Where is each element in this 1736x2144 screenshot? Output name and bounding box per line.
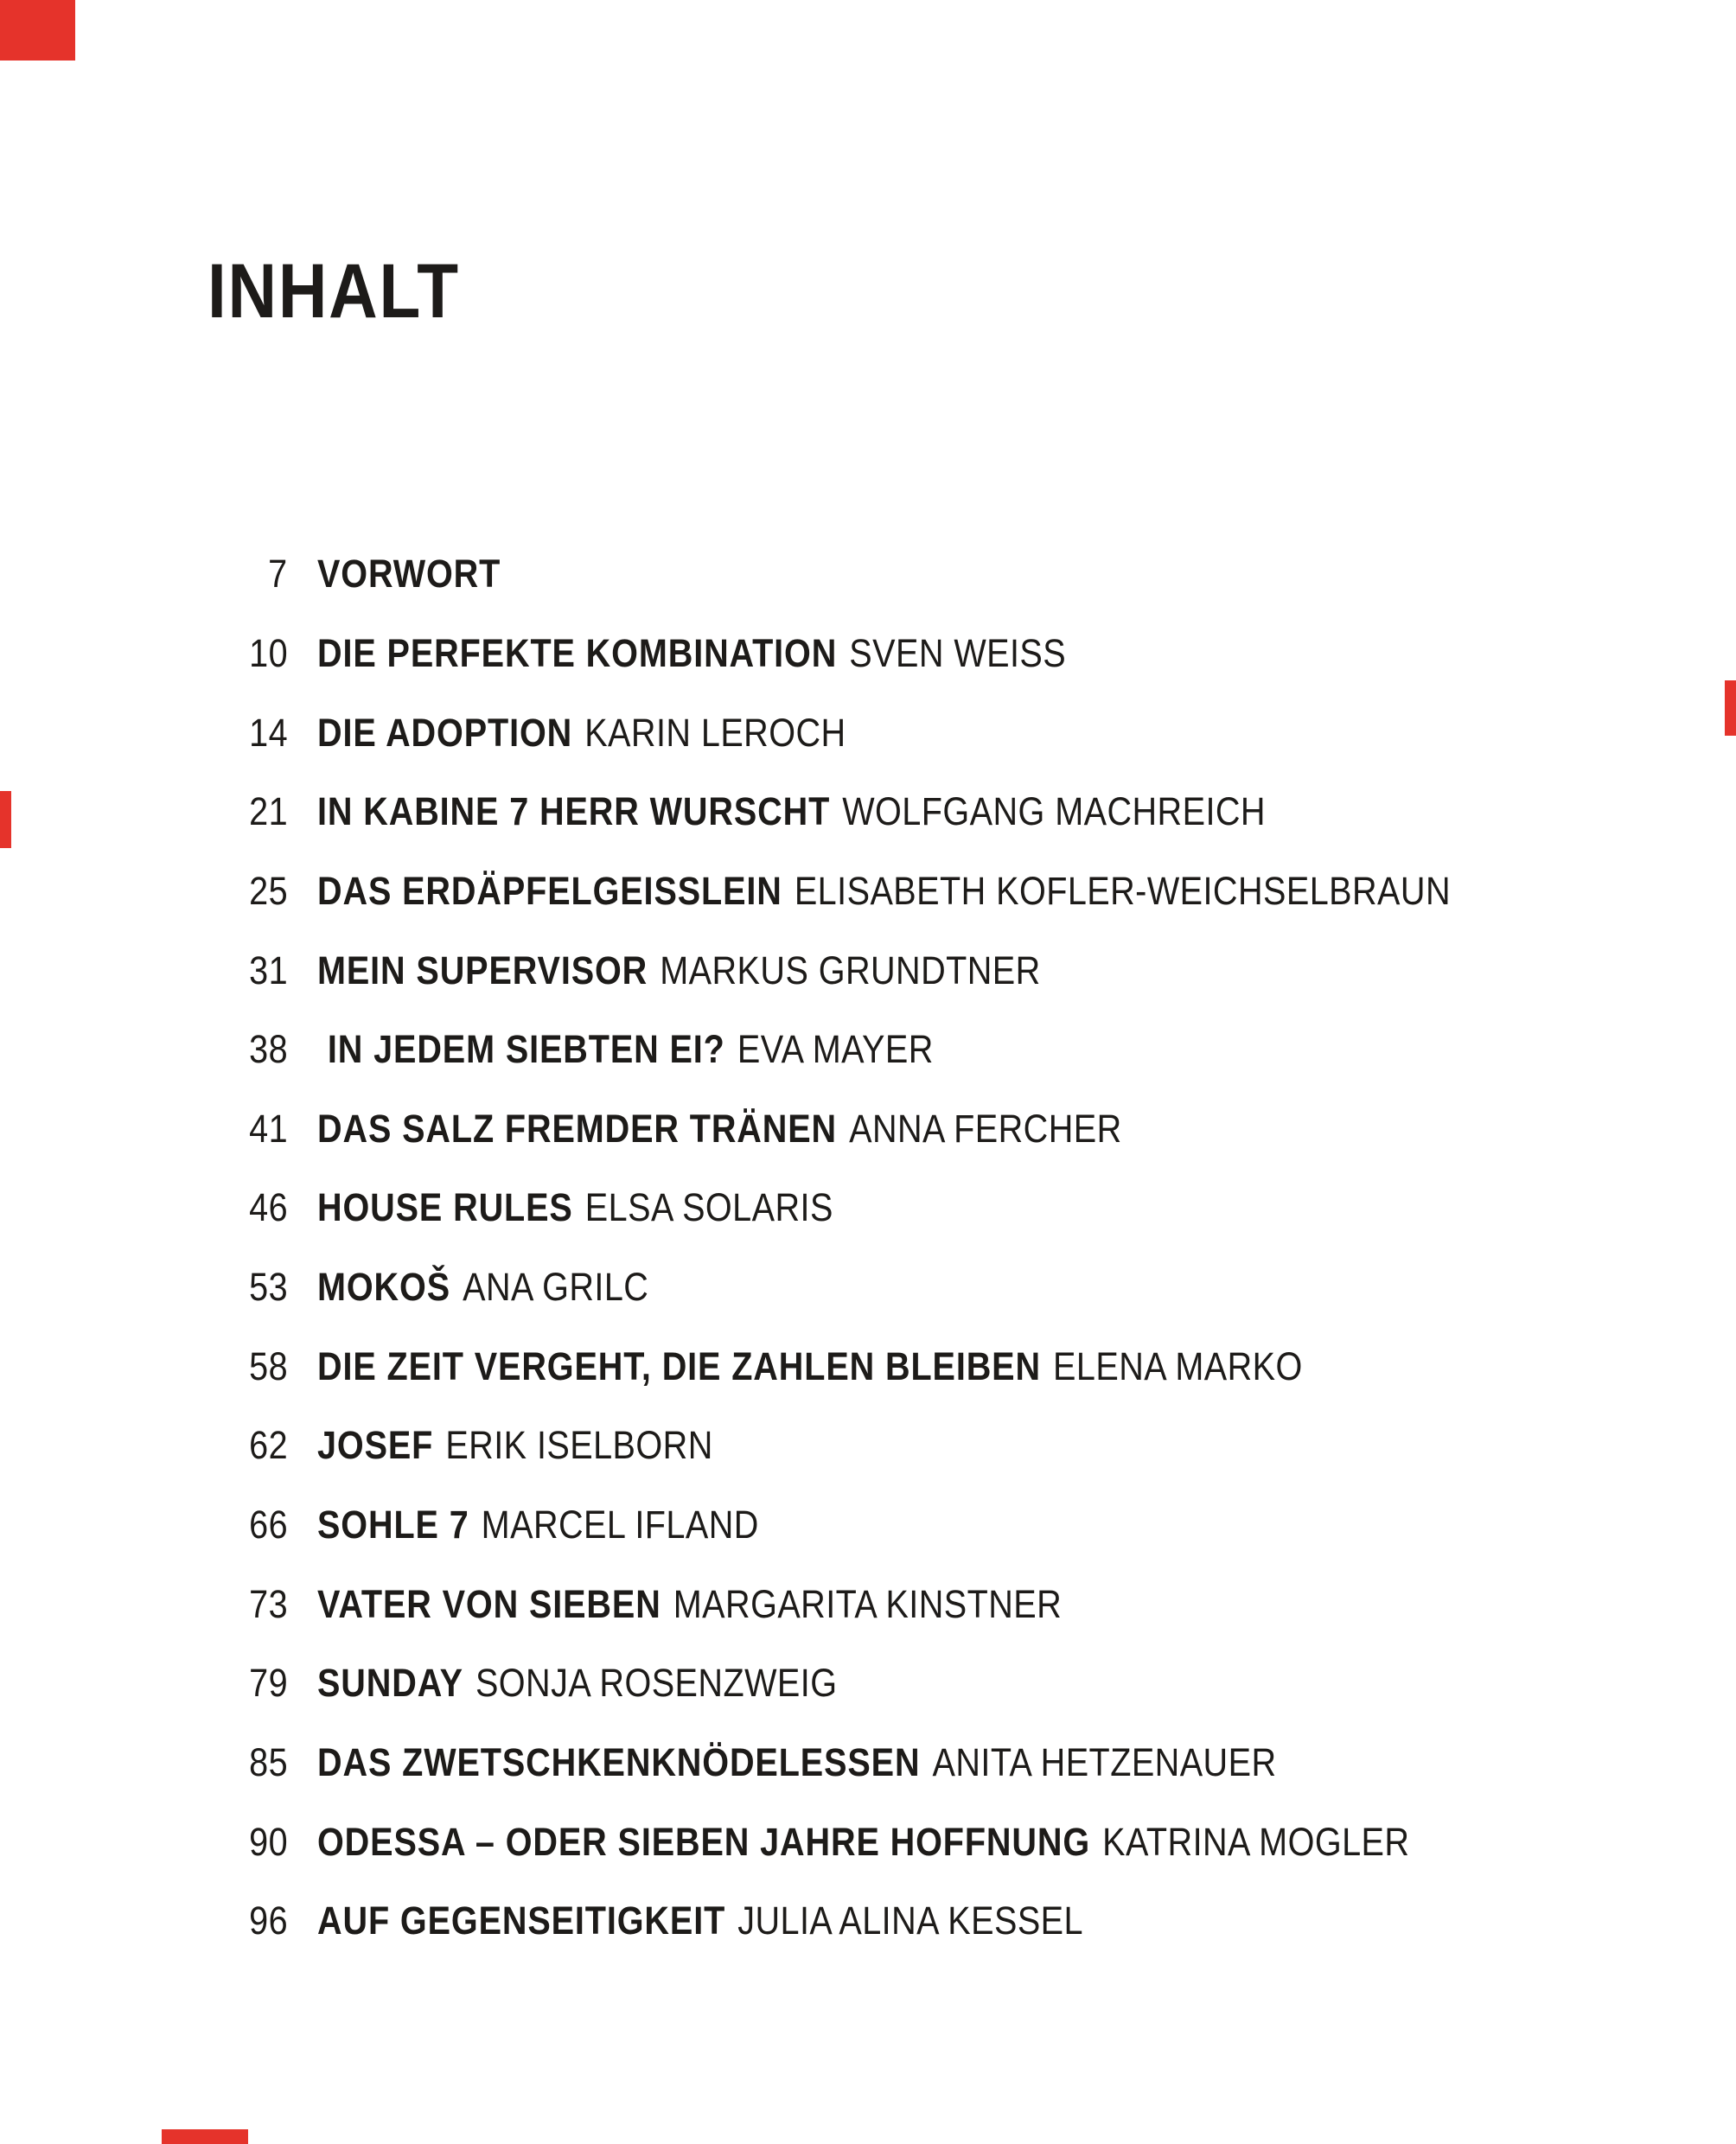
entry-text [317,1343,1303,1388]
entry-title: HOUSE RULES [317,1185,573,1230]
page-number: 73 [249,1581,288,1626]
entry-text [317,1898,1083,1943]
entry-title: DIE PERFEKTE KOMBINATION [317,630,838,675]
toc-entry [0,1010,1736,1089]
entry-author: ERIK ISELBORN [445,1423,713,1468]
toc-entry [0,930,1736,1010]
entry-title: DIE ZEIT VERGEHT, DIE ZAHLEN BLEIBEN [317,1343,1041,1388]
toc-entry [0,1088,1736,1168]
entry-title: DAS ZWETSCHKENKNÖDELESSEN [317,1739,921,1784]
page-number: 14 [249,710,288,755]
toc-list [0,534,1736,1961]
entry-author: MARKUS GRUNDTNER [660,948,1041,992]
toc-entry [0,772,1736,852]
entry-text [317,1581,1063,1626]
entry-text [317,1423,713,1468]
entry-author: SVEN WEISS [849,630,1067,675]
entry-author: JULIA ALINA KESSEL [737,1898,1083,1943]
entry-author: MARCEL IFLAND [481,1503,759,1547]
print-mark-top-left [0,0,75,61]
entry-author: ELISABETH KOFLER-WEICHSELBRAUN [794,868,1451,913]
entry-author: ANNA FERCHER [849,1106,1122,1151]
entry-title: DAS ERDÄPFELGEISSLEIN [317,868,782,913]
entry-text [317,1503,759,1547]
entry-text [317,1106,1122,1151]
toc-entry [0,1643,1736,1723]
entry-text [317,1739,1277,1784]
entry-author: KARIN LEROCH [584,710,846,755]
entry-title: DIE ADOPTION [317,710,573,755]
entry-author: KATRINA MOGLER [1102,1819,1410,1864]
entry-author: EVA MAYER [737,1027,934,1072]
page-number: 41 [249,1106,288,1151]
toc-entry [0,1406,1736,1485]
page-number: 58 [249,1343,288,1388]
page-number: 10 [249,630,288,675]
toc-entry [0,1881,1736,1961]
toc-entry [0,1802,1736,1881]
entry-title: SUNDAY [317,1661,463,1706]
entry-text [317,630,1067,675]
entry-title: AUF GEGENSEITIGKEIT [317,1898,726,1943]
page-number: 38 [249,1027,288,1072]
entry-title: MOKOŠ [317,1265,451,1310]
toc-entry [0,1247,1736,1327]
page-number: 7 [268,552,288,597]
entry-text [317,789,1266,834]
page-number: 85 [249,1739,288,1784]
page-number: 31 [249,948,288,992]
entry-title: VATER VON SIEBEN [317,1581,661,1626]
entry-author: ANITA HETZENAUER [932,1739,1277,1784]
page-number: 62 [249,1423,288,1468]
toc-entry [0,1723,1736,1803]
toc-entry [0,1485,1736,1565]
entry-text [317,1027,934,1072]
entry-title: JOSEF [317,1423,434,1468]
toc-entry [0,1168,1736,1247]
entry-author: SONJA ROSENZWEIG [475,1661,838,1706]
entry-title: ODESSA – ODER SIEBEN JAHRE HOFFNUNG [317,1819,1091,1864]
toc-entry [0,1564,1736,1643]
entry-text [317,1661,838,1706]
entry-author: MARGARITA KINSTNER [673,1581,1063,1626]
entry-title: IN JEDEM SIEBTEN EI? [317,1027,725,1072]
toc-entry [0,692,1736,772]
print-mark-bottom-edge [162,2129,248,2144]
entry-title: SOHLE 7 [317,1503,469,1547]
entry-title: DAS SALZ FREMDER TRÄNEN [317,1106,838,1151]
entry-title: VORWORT [317,552,501,597]
entry-text [317,552,513,597]
page-number: 21 [249,789,288,834]
page-number: 25 [249,868,288,913]
entry-author: WOLFGANG MACHREICH [842,789,1266,834]
entry-text [317,868,1451,913]
page-number: 90 [249,1819,288,1864]
entry-title: MEIN SUPERVISOR [317,948,648,992]
page-number: 66 [249,1503,288,1547]
toc-entry [0,614,1736,693]
page-number: 53 [249,1265,288,1310]
entry-text [317,1185,833,1230]
entry-text [317,948,1041,992]
page-number: 96 [249,1898,288,1943]
entry-title: IN KABINE 7 HERR WURSCHT [317,789,831,834]
page-number: 46 [249,1185,288,1230]
entry-text [317,710,846,755]
entry-text [317,1265,649,1310]
page-title: INHALT [207,246,460,334]
toc-entry [0,534,1736,614]
entry-author: ELENA MARKO [1053,1343,1303,1388]
entry-author: ANA GRILC [463,1265,649,1310]
page-number: 79 [249,1661,288,1706]
entry-text [317,1819,1410,1864]
entry-author: ELSA SOLARIS [584,1185,833,1230]
toc-entry [0,852,1736,931]
toc-entry [0,1326,1736,1406]
